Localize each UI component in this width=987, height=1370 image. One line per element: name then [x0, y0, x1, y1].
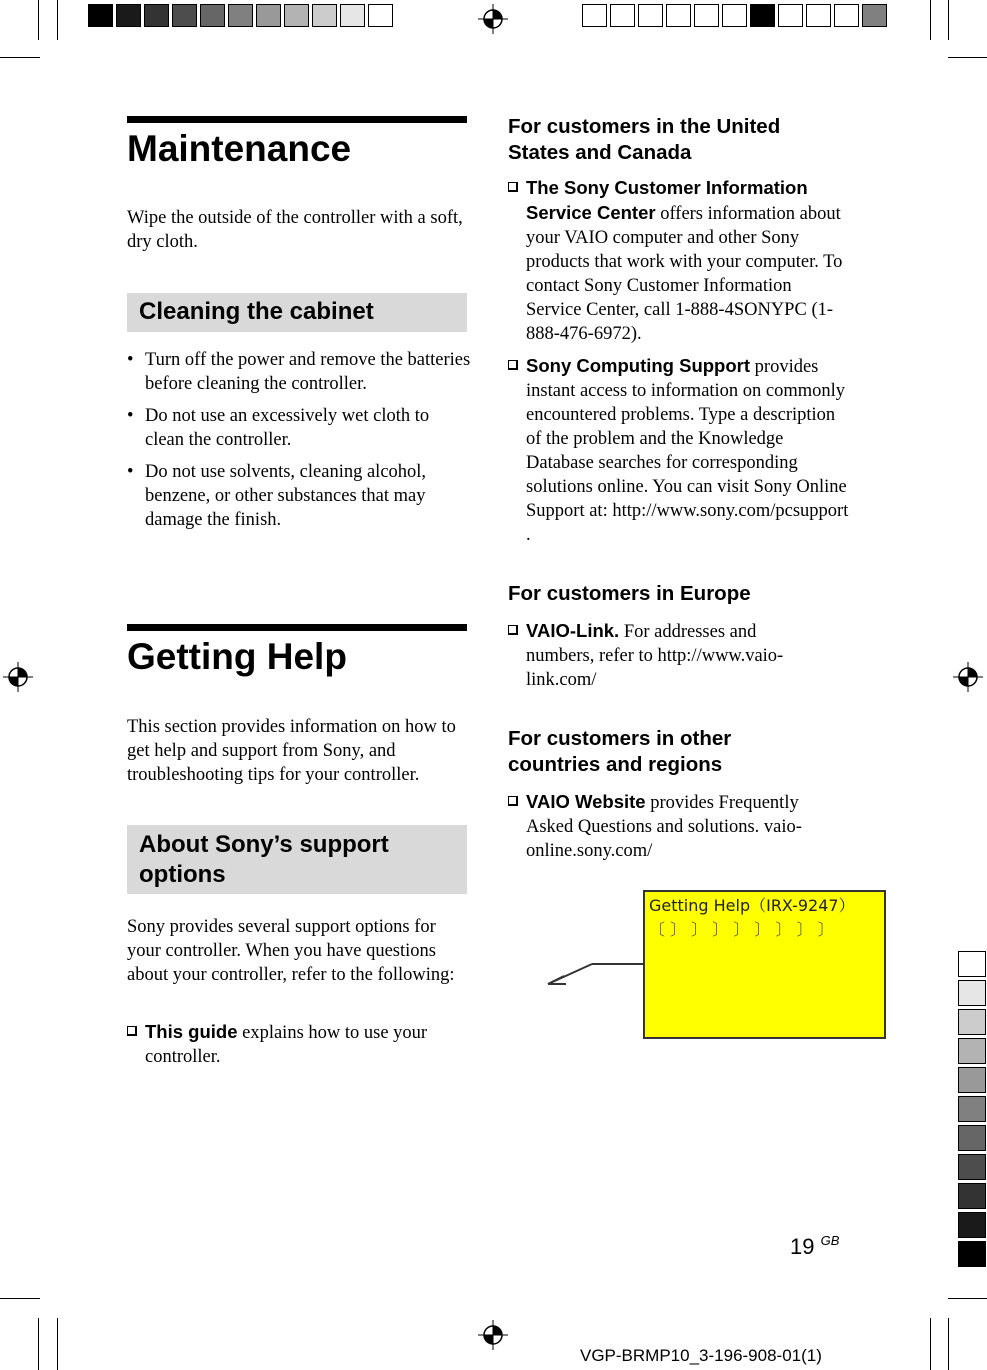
color-swatch	[958, 980, 986, 1006]
registration-mark-icon	[3, 662, 33, 692]
color-swatch	[722, 4, 747, 27]
gray-ramp-top	[88, 4, 396, 27]
list-item: Sony Computing Support provides instant access to information on commonly encountered problems. Type a description of the problem and the Knowledge Database searches for corresponding solutions online. You can visit Sony Online Support at: http://www.sony.com/pcsupport .	[508, 354, 850, 547]
europe-list	[508, 619, 798, 700]
list-item: • Do not use an excessively wet cloth to clean the controller.	[127, 404, 472, 452]
page-lang: GB	[820, 1233, 840, 1248]
checkbox-icon	[508, 625, 518, 635]
support-text: Sony provides several support options for your controller. When you have questions about your controller, refer to the following:	[127, 917, 455, 985]
list-item: This guide explains how to use your controller.	[127, 1020, 467, 1069]
getting-help-intro: This section provides information on how to get help and support from Sony, and troubleshooting tips for your controller.	[127, 717, 456, 785]
register-bar-top	[582, 4, 890, 27]
color-swatch	[638, 4, 663, 27]
color-swatch	[312, 4, 337, 27]
color-swatch	[228, 4, 253, 27]
section-rule	[127, 116, 467, 123]
color-swatch	[958, 1125, 986, 1151]
note-line-2: 〔 〕 〕 〕 〕 〕 〕 〕 〕	[649, 920, 834, 939]
list-item: VAIO Website provides Frequently Asked Questions and solutions. vaio-online.sony.com/	[508, 790, 828, 863]
maintenance-intro: Wipe the outside of the controller with a soft, dry cloth.	[127, 208, 463, 252]
us-canada-heading: For customers in the United States and Canada	[508, 115, 781, 164]
other-regions-list	[508, 790, 828, 871]
color-swatch	[172, 4, 197, 27]
note-line-1: Getting Help（IRX-9247）	[649, 896, 855, 915]
cleaning-heading-box	[127, 293, 467, 332]
list-item: The Sony Customer Information Service Center offers information about your VAIO computer and other Sony products that work with your computer. To contact Sony Customer Information Service Center, call 1-888-4SONYPC (1-888-476-6972).	[508, 176, 850, 346]
getting-help-title: Getting Help	[127, 636, 347, 677]
color-swatch	[256, 4, 281, 27]
color-swatch	[958, 951, 986, 977]
color-swatch	[958, 1241, 986, 1267]
registration-mark-icon	[478, 4, 508, 34]
color-swatch	[88, 4, 113, 27]
color-swatch	[958, 1212, 986, 1238]
color-swatch	[200, 4, 225, 27]
color-swatch	[958, 1154, 986, 1180]
checkbox-icon	[508, 182, 518, 192]
color-swatch	[284, 4, 309, 27]
gray-ramp-side	[958, 951, 986, 1270]
checkbox-icon	[127, 1026, 137, 1036]
color-swatch	[666, 4, 691, 27]
list-item: VAIO-Link. For addresses and numbers, refer to http://www.vaio-link.com/	[508, 619, 798, 692]
section-rule	[127, 624, 467, 631]
cleaning-heading: Cleaning the cabinet	[139, 298, 374, 325]
registration-mark-icon	[953, 662, 983, 692]
color-swatch	[958, 1009, 986, 1035]
maintenance-title: Maintenance	[127, 128, 352, 169]
color-swatch	[340, 4, 365, 27]
color-swatch	[116, 4, 141, 27]
registration-mark-icon	[478, 1320, 508, 1350]
footer-code: VGP-BRMP10_3-196-908-01(1)	[580, 1346, 822, 1365]
checkbox-icon	[508, 796, 518, 806]
annotation-note	[643, 890, 886, 1039]
checkbox-icon	[508, 360, 518, 370]
europe-heading: For customers in Europe	[508, 582, 751, 605]
color-swatch	[806, 4, 831, 27]
color-swatch	[610, 4, 635, 27]
list-item: • Turn off the power and remove the batteries before cleaning the controller.	[127, 348, 472, 396]
color-swatch	[958, 1067, 986, 1093]
color-swatch	[958, 1038, 986, 1064]
support-heading-box	[127, 825, 467, 894]
color-swatch	[958, 1096, 986, 1122]
color-swatch	[862, 4, 887, 27]
color-swatch	[750, 4, 775, 27]
color-swatch	[778, 4, 803, 27]
color-swatch	[368, 4, 393, 27]
other-regions-heading: For customers in other countries and regions	[508, 727, 732, 776]
support-heading: About Sony’s support options	[139, 831, 389, 888]
list-item: • Do not use solvents, cleaning alcohol, benzene, or other substances that may damage the finish.	[127, 460, 472, 532]
color-swatch	[958, 1183, 986, 1209]
color-swatch	[144, 4, 169, 27]
page-number: 19 $^{GB}$	[790, 1233, 840, 1259]
color-swatch	[582, 4, 607, 27]
note-pointer-icon	[540, 950, 646, 990]
color-swatch	[834, 4, 859, 27]
us-canada-list	[508, 176, 850, 555]
cleaning-bullets	[127, 348, 472, 540]
color-swatch	[694, 4, 719, 27]
support-list	[127, 1020, 467, 1077]
